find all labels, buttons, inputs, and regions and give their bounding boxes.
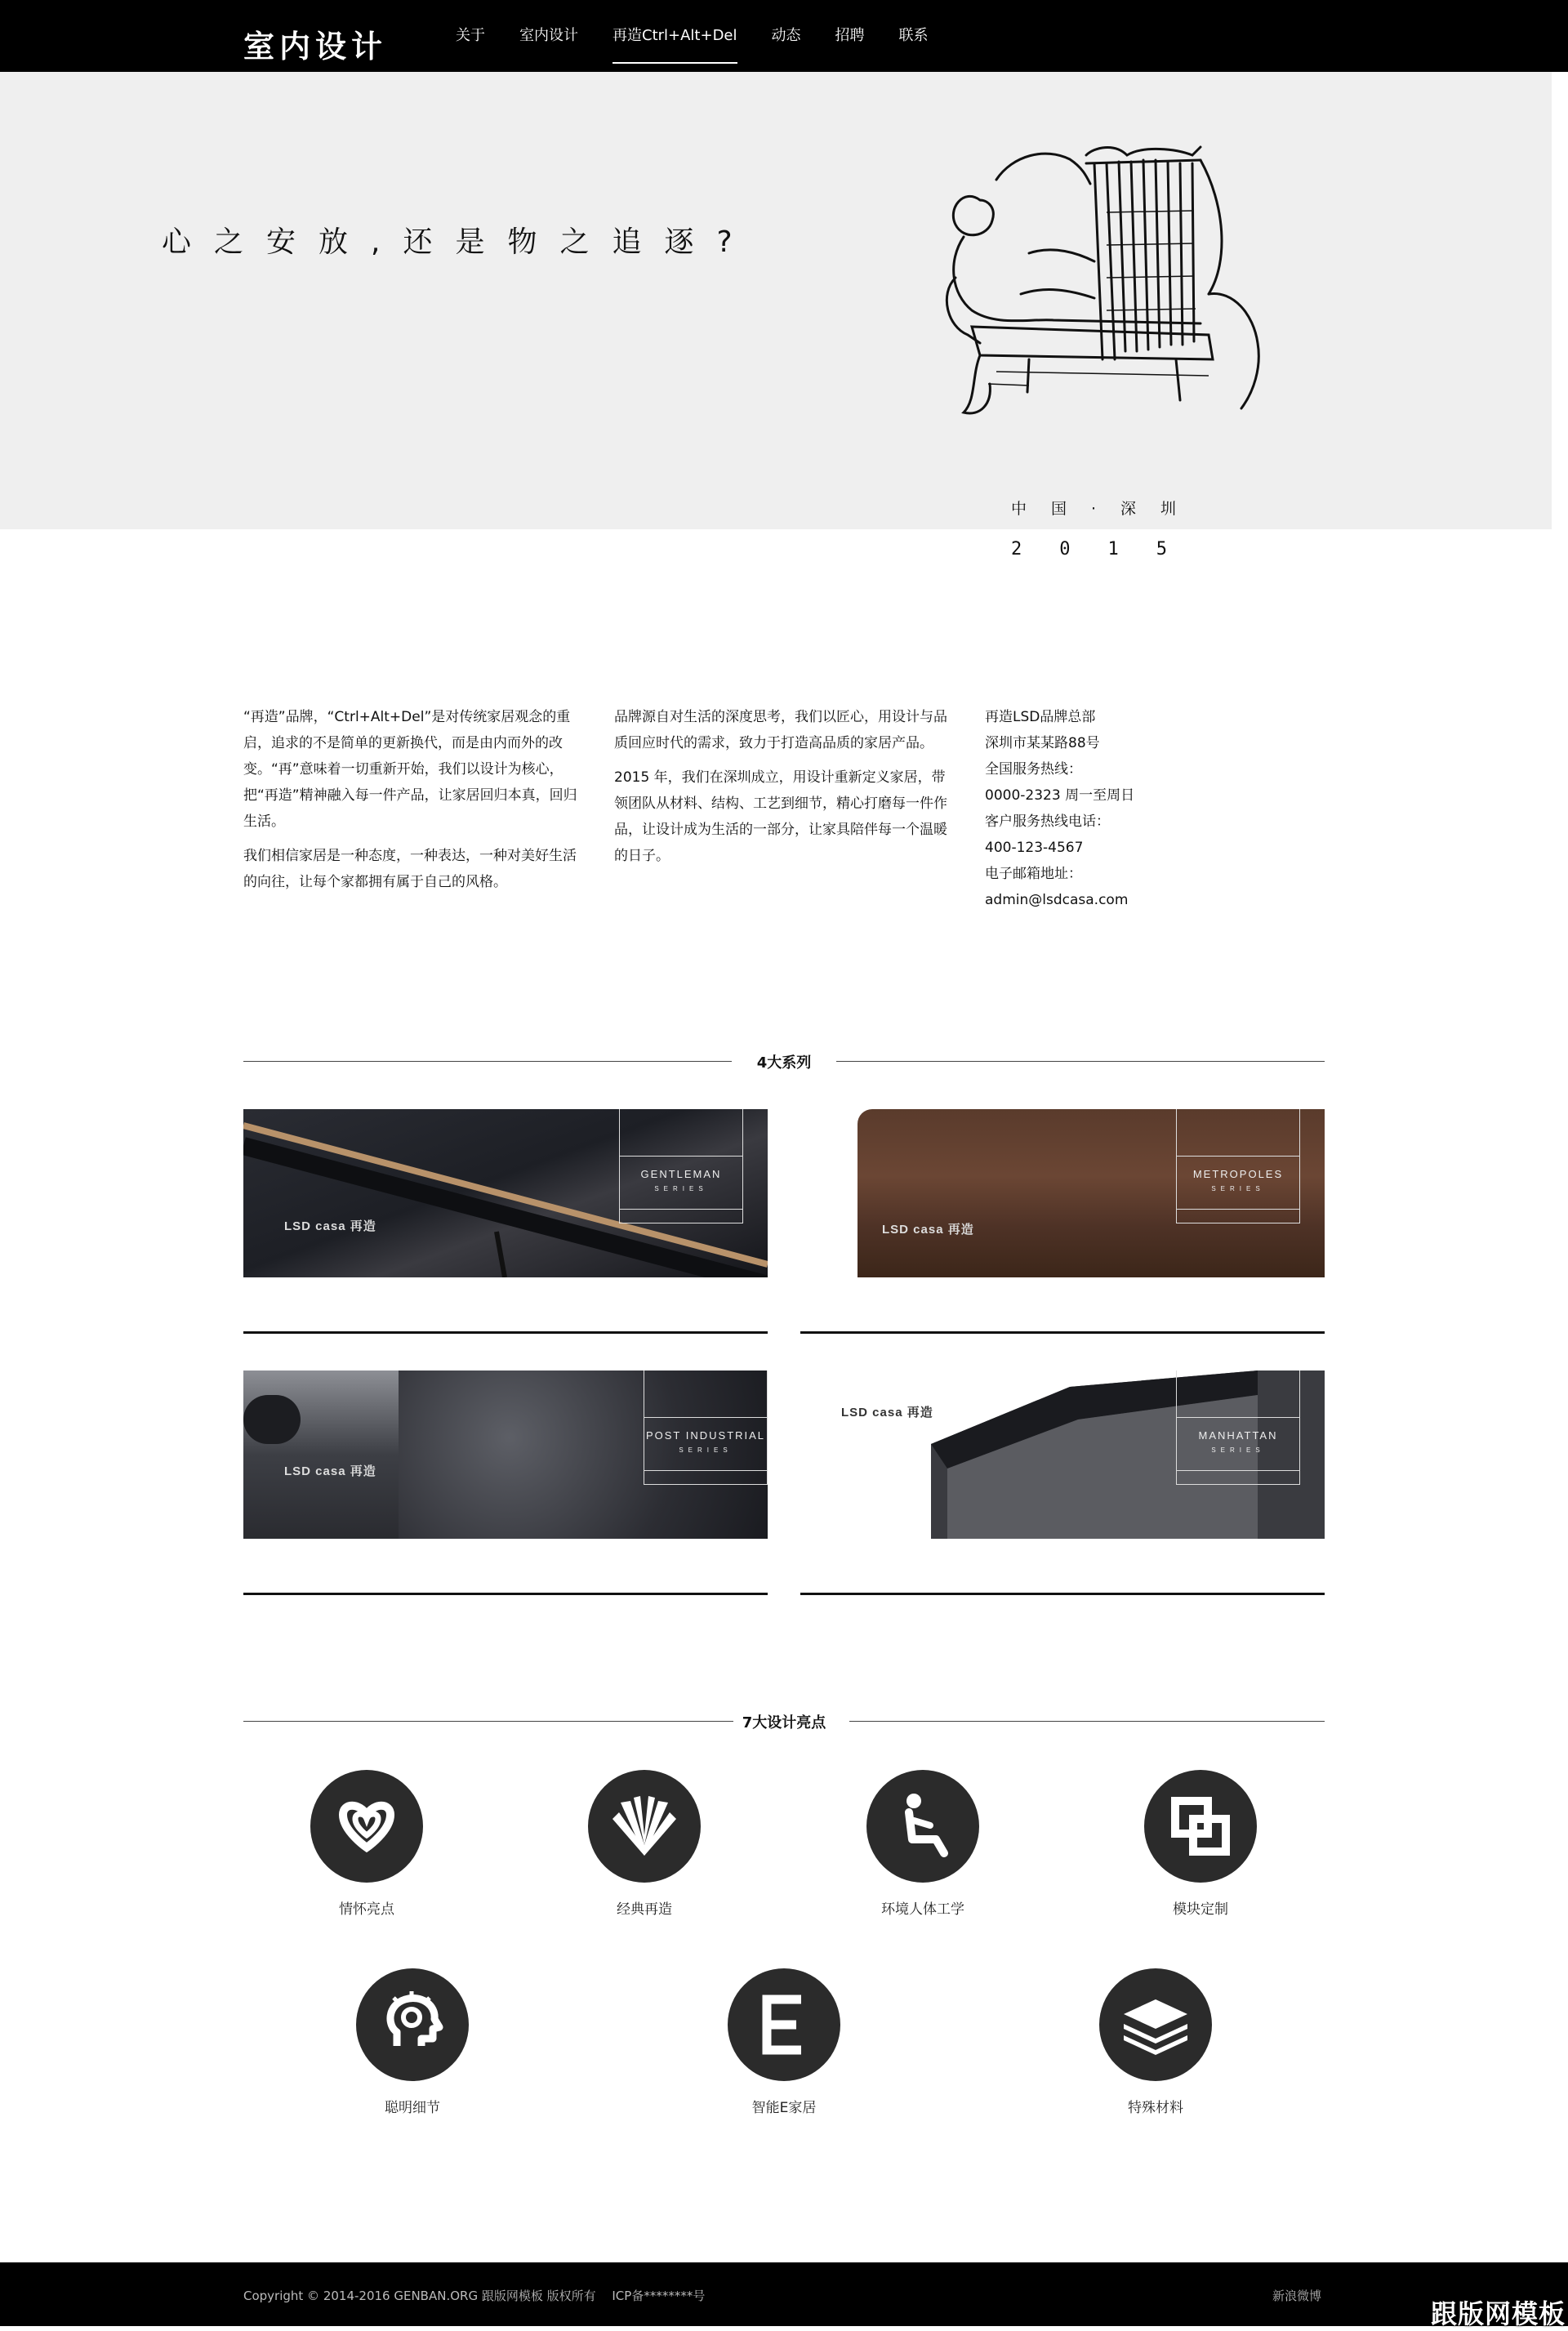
site-logo[interactable]: 室内设计 xyxy=(243,29,388,65)
brand-logo: LSD casa 再造 xyxy=(841,1406,933,1420)
series-name: METROPOLES xyxy=(1192,1168,1284,1180)
module-blocks-icon xyxy=(1144,1770,1257,1883)
series-badge xyxy=(644,1371,768,1485)
series-name: MANHATTAN xyxy=(1198,1429,1278,1442)
intro-column-1 xyxy=(243,704,578,903)
hero-location: 中国·深圳 xyxy=(1011,500,1201,518)
card-underline xyxy=(800,1593,1325,1595)
features-heading xyxy=(243,1711,1325,1731)
feature-module-custom[interactable] xyxy=(1119,1770,1282,1918)
copyright-text: Copyright © 2014-2016 GENBAN.ORG 跟版网模板 版权所有 ICP备********号 xyxy=(243,2289,706,2303)
feature-label: 情怀亮点 xyxy=(339,1901,394,1918)
series-sub: SERIES xyxy=(679,1446,733,1454)
series-sub: SERIES xyxy=(654,1185,708,1192)
feature-smart-details[interactable] xyxy=(331,1968,494,2116)
nav-item-ctrl-alt-del[interactable]: 再造Ctrl+Alt+Del xyxy=(612,0,737,72)
nav-item-about[interactable]: 关于 xyxy=(456,27,485,44)
nav-item-contact[interactable]: 联系 xyxy=(898,27,929,44)
series-sub: SERIES xyxy=(1211,1446,1265,1454)
series-name: GENTLEMAN xyxy=(640,1168,722,1180)
feature-label: 环境人体工学 xyxy=(881,1901,964,1918)
layers-icon xyxy=(1099,1968,1212,2081)
contact-line: 客户服务热线电话： xyxy=(985,813,1110,830)
feature-sentiment[interactable] xyxy=(285,1770,448,1918)
feature-special-materials[interactable] xyxy=(1074,1968,1237,2116)
contact-info-column xyxy=(985,704,1197,913)
contact-line: 400-123-4567 xyxy=(985,840,1084,856)
nav-item-jobs[interactable]: 招聘 xyxy=(835,27,865,44)
nav-item-news[interactable]: 动态 xyxy=(771,27,801,44)
divider-line xyxy=(836,1061,1325,1062)
hero-question: 心之安放,还是物之追逐? xyxy=(162,225,755,259)
series-title: 4大系列 xyxy=(756,1054,812,1072)
fan-crest-icon xyxy=(588,1770,701,1883)
hero-year: 2015 xyxy=(1011,539,1205,559)
brand-logo: LSD casa 再造 xyxy=(284,1219,376,1233)
brand-logo: LSD casa 再造 xyxy=(284,1464,376,1478)
series-badge xyxy=(1176,1371,1300,1485)
bolster-pillow xyxy=(243,1395,301,1444)
feature-label: 经典再造 xyxy=(617,1901,672,1918)
double-heart-icon xyxy=(310,1770,423,1883)
features-title: 7大设计亮点 xyxy=(742,1714,826,1732)
weibo-link[interactable]: 新浪微博 xyxy=(1272,2289,1322,2303)
intro-column-2 xyxy=(614,704,949,877)
intro-paragraph: 2015 年，我们在深圳成立，用设计重新定义家居，带领团队从材料、结构、工艺到细节，精心打磨每一件作品，让设计成为生活的一部分，让家具陪伴每一个温暖的日子。 xyxy=(614,769,947,864)
feature-ergonomics[interactable] xyxy=(841,1770,1004,1918)
series-badge xyxy=(619,1109,743,1223)
chair-sketch-illustration xyxy=(931,131,1290,482)
contact-line: 电子邮箱地址： xyxy=(985,866,1082,882)
series-card-gentleman[interactable] xyxy=(243,1109,768,1277)
contact-line: 全国服务热线： xyxy=(985,761,1082,778)
card-underline xyxy=(243,1593,768,1595)
seated-person-icon xyxy=(866,1770,979,1883)
card-underline xyxy=(243,1331,768,1334)
intro-paragraph: 品牌源自对生活的深度思考，我们以匠心，用设计与品质回应时代的需求，致力于打造高品质的家居产品。 xyxy=(614,709,947,751)
feature-smart-home[interactable] xyxy=(702,1968,866,2116)
feature-label: 模块定制 xyxy=(1173,1901,1228,1918)
feature-classic-remake[interactable] xyxy=(563,1770,726,1918)
feature-label: 特殊材料 xyxy=(1128,2100,1183,2116)
hero-banner xyxy=(0,72,1552,529)
brand-logo: LSD casa 再造 xyxy=(882,1223,974,1237)
feature-label: 聪明细节 xyxy=(385,2100,440,2116)
contact-line: 再造LSD品牌总部 xyxy=(985,709,1096,725)
letter-e-icon xyxy=(728,1968,840,2081)
series-badge xyxy=(1176,1109,1300,1223)
series-sub: SERIES xyxy=(1211,1185,1265,1192)
feature-label: 智能E家居 xyxy=(751,2100,817,2116)
intro-paragraph: 我们相信家居是一种态度，一种表达，一种对美好生活的向往，让每个家都拥有属于自己的风格。 xyxy=(243,848,577,890)
series-card-post-industrial[interactable] xyxy=(243,1371,768,1539)
contact-line: 0000-2323 周一至周日 xyxy=(985,787,1135,804)
series-name: POST INDUSTRIAL xyxy=(645,1429,766,1442)
intro-paragraph: “再造”品牌，“Ctrl+Alt+Del”是对传统家居观念的重启，追求的不是简单的更新换代，而是由内而外的改变。“再”意味着一切重新开始，我们以设计为核心，把“再造”精神融入每一件产品，让家居回归本真，回归生活。 xyxy=(243,709,577,830)
series-card-manhattan[interactable] xyxy=(800,1371,1325,1539)
main-menu xyxy=(456,0,963,72)
top-navbar xyxy=(0,0,1568,72)
series-heading xyxy=(243,1051,1325,1071)
series-card-metropoles[interactable] xyxy=(800,1109,1325,1277)
card-underline xyxy=(800,1331,1325,1334)
head-bulb-icon xyxy=(356,1968,469,2081)
divider-line xyxy=(849,1721,1325,1722)
footer xyxy=(0,2262,1568,2326)
watermark-text: 跟版网模板 xyxy=(1431,2298,1566,2329)
contact-line: 深圳市某某路88号 xyxy=(985,735,1100,751)
contact-email[interactable]: admin@lsdcasa.com xyxy=(985,892,1129,908)
nav-item-interior[interactable]: 室内设计 xyxy=(519,27,578,44)
